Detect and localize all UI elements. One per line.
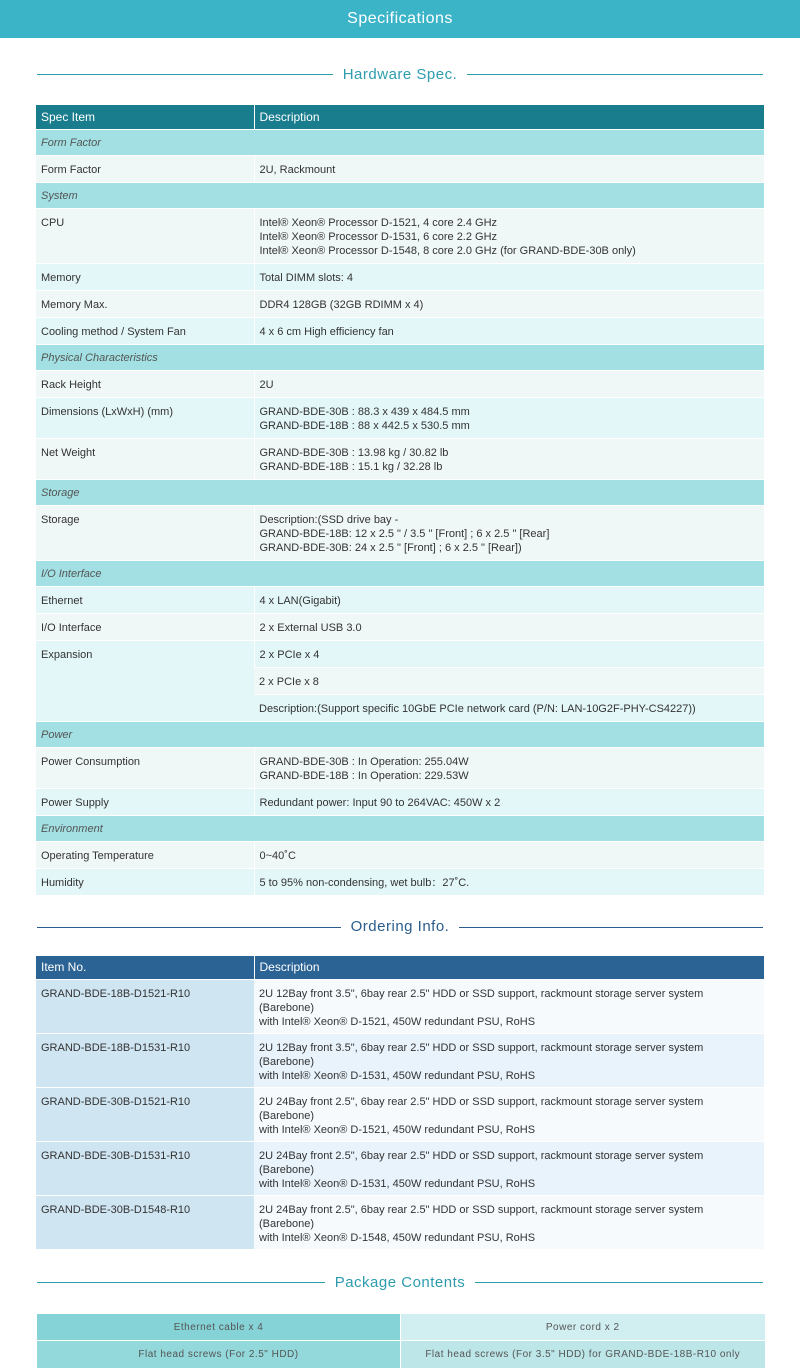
category-row-power — [36, 721, 764, 747]
description-line: 2U 12Bay front 3.5", 6bay rear 2.5" HDD or SSD support, rackmount storage server system (Barebone) — [259, 988, 704, 1014]
cpu-line: Intel® Xeon® Processor D-1548, 8 core 2.0 GHz (for GRAND-BDE-30B only) — [259, 244, 636, 257]
description-line: 2U 12Bay front 3.5", 6bay rear 2.5" HDD or SSD support, rackmount storage server system (Barebone) — [259, 1042, 704, 1068]
spec-label: Power Consumption — [36, 747, 254, 788]
category-label: Environment — [36, 815, 764, 841]
hardware-spec-title: Hardware Spec. — [333, 66, 468, 83]
table-row — [36, 1034, 764, 1088]
cpu-line: Intel® Xeon® Processor D-1521, 4 core 2.4 GHz — [259, 216, 498, 229]
spec-label: Form Factor — [36, 155, 254, 182]
description-line: with Intel® Xeon® D-1531, 450W redundant PSU, RoHS — [259, 1178, 536, 1190]
spec-label: Memory — [36, 263, 254, 290]
package-row — [37, 1341, 765, 1368]
item-number: GRAND-BDE-30B-D1531-R10 — [36, 1142, 254, 1196]
hardware-spec-heading — [37, 62, 763, 86]
package-item: Flat head screws (For 2.5" HDD) — [37, 1341, 401, 1368]
page-banner — [0, 0, 800, 38]
category-label: Form Factor — [36, 129, 764, 155]
item-description — [254, 1142, 764, 1196]
ordering-table — [36, 956, 764, 1250]
table-row — [36, 1088, 764, 1142]
spec-value: Total DIMM slots: 4 — [254, 263, 764, 290]
item-description — [254, 1196, 764, 1250]
package-contents-heading — [37, 1270, 763, 1294]
package-item: Flat head screws (For 3.5" HDD) for GRAND-BDE-18B-R10 only — [401, 1341, 765, 1368]
dimension-line: GRAND-BDE-30B : 88.3 x 439 x 484.5 mm — [259, 405, 470, 418]
category-row-environment — [36, 815, 764, 841]
spec-row-expansion — [36, 640, 764, 667]
spec-value: 0~40˚C — [254, 841, 764, 868]
spec-value: Redundant power: Input 90 to 264VAC: 450W x 2 — [254, 788, 764, 815]
category-label: System — [36, 182, 764, 208]
spec-row-memory-max — [36, 290, 764, 317]
item-number: GRAND-BDE-18B-D1521-R10 — [36, 980, 254, 1034]
spec-header-row — [36, 105, 764, 129]
spec-value: 2U, Rackmount — [254, 155, 764, 182]
item-description — [254, 1088, 764, 1142]
dimension-line: GRAND-BDE-18B : 88 x 442.5 x 530.5 mm — [259, 419, 470, 432]
table-row — [36, 1196, 764, 1250]
col-description: Description — [254, 105, 764, 129]
spec-value: Description:(Support specific 10GbE PCIe network card (P/N: LAN-10G2F-PHY-CS4227)) — [254, 694, 764, 721]
storage-line: GRAND-BDE-18B: 12 x 2.5 " / 3.5 " [Front] ; 6 x 2.5 " [Rear] — [259, 527, 550, 540]
banner-title: Specifications — [347, 10, 453, 27]
storage-line: Description:(SSD drive bay - — [259, 513, 399, 526]
spec-value: 5 to 95% non-condensing, wet bulb：27˚C. — [254, 868, 764, 895]
spec-row-net-weight — [36, 438, 764, 479]
spec-value — [254, 208, 764, 263]
col-description: Description — [254, 956, 764, 980]
table-row — [36, 1142, 764, 1196]
description-line: 2U 24Bay front 2.5", 6bay rear 2.5" HDD or SSD support, rackmount storage server system (Barebone) — [259, 1096, 704, 1122]
spec-value: 2U — [254, 370, 764, 397]
weight-line: GRAND-BDE-30B : 13.98 kg / 30.82 lb — [259, 446, 449, 459]
spec-label: Rack Height — [36, 370, 254, 397]
category-row-system — [36, 182, 764, 208]
spec-value — [254, 438, 764, 479]
spec-label: Operating Temperature — [36, 841, 254, 868]
spec-value: 4 x LAN(Gigabit) — [254, 586, 764, 613]
package-item: Ethernet cable x 4 — [37, 1314, 401, 1341]
spec-label: Net Weight — [36, 438, 254, 479]
spec-row-cooling — [36, 317, 764, 344]
spec-row-power-consumption — [36, 747, 764, 788]
spec-label: Power Supply — [36, 788, 254, 815]
category-row-storage — [36, 479, 764, 505]
spec-label: Memory Max. — [36, 290, 254, 317]
storage-line: GRAND-BDE-30B: 24 x 2.5 " [Front] ; 6 x 2.5 " [Rear]) — [259, 541, 522, 554]
spec-row-operating-temp — [36, 841, 764, 868]
package-contents-table — [36, 1313, 765, 1368]
spec-value: DDR4 128GB (32GB RDIMM x 4) — [254, 290, 764, 317]
spec-row-storage — [36, 505, 764, 560]
ordering-info-heading — [37, 915, 763, 939]
spec-row-dimensions — [36, 397, 764, 438]
cpu-line: Intel® Xeon® Processor D-1531, 6 core 2.2 GHz — [259, 230, 498, 243]
description-line: with Intel® Xeon® D-1521, 450W redundant PSU, RoHS — [259, 1124, 536, 1136]
description-line: 2U 24Bay front 2.5", 6bay rear 2.5" HDD or SSD support, rackmount storage server system (Barebone) — [259, 1204, 704, 1230]
spec-value: 2 x PCIe x 4 — [254, 640, 764, 667]
package-row — [37, 1314, 765, 1341]
spec-value — [254, 505, 764, 560]
item-number: GRAND-BDE-30B-D1548-R10 — [36, 1196, 254, 1250]
spec-label: Ethernet — [36, 586, 254, 613]
category-label: Physical Characteristics — [36, 344, 764, 370]
spec-row-form-factor — [36, 155, 764, 182]
item-description — [254, 1034, 764, 1088]
spec-value: 2 x External USB 3.0 — [254, 613, 764, 640]
category-label: I/O Interface — [36, 560, 764, 586]
spec-row-power-supply — [36, 788, 764, 815]
description-line: 2U 24Bay front 2.5", 6bay rear 2.5" HDD or SSD support, rackmount storage server system (Barebone) — [259, 1150, 704, 1176]
power-line: GRAND-BDE-18B : In Operation: 229.53W — [259, 769, 469, 782]
category-row-io — [36, 560, 764, 586]
spec-value: 2 x PCIe x 8 — [254, 667, 764, 694]
spec-label: Storage — [36, 505, 254, 560]
item-number: GRAND-BDE-18B-D1531-R10 — [36, 1034, 254, 1088]
item-description — [254, 980, 764, 1034]
category-label: Storage — [36, 479, 764, 505]
hardware-spec-table — [36, 105, 764, 895]
spec-value — [254, 397, 764, 438]
spec-value: 4 x 6 cm High efficiency fan — [254, 317, 764, 344]
category-row-form-factor — [36, 129, 764, 155]
description-line: with Intel® Xeon® D-1521, 450W redundant PSU, RoHS — [259, 1016, 536, 1028]
package-contents-title: Package Contents — [325, 1274, 476, 1291]
package-item: Power cord x 2 — [401, 1314, 765, 1341]
spec-label: Humidity — [36, 868, 254, 895]
col-item-no: Item No. — [36, 956, 254, 980]
table-row — [36, 980, 764, 1034]
spec-row-io-interface — [36, 613, 764, 640]
ordering-info-title: Ordering Info. — [341, 918, 460, 935]
col-spec-item: Spec Item — [36, 105, 254, 129]
category-row-physical — [36, 344, 764, 370]
spec-row-rack-height — [36, 370, 764, 397]
ordering-header-row — [36, 956, 764, 980]
spec-label: Cooling method / System Fan — [36, 317, 254, 344]
spec-value — [254, 747, 764, 788]
category-label: Power — [36, 721, 764, 747]
spec-row-memory — [36, 263, 764, 290]
spec-label: Dimensions (LxWxH) (mm) — [36, 397, 254, 438]
spec-label: Expansion — [36, 640, 254, 721]
spec-row-ethernet — [36, 586, 764, 613]
spec-label: CPU — [36, 208, 254, 263]
description-line: with Intel® Xeon® D-1531, 450W redundant PSU, RoHS — [259, 1070, 536, 1082]
item-number: GRAND-BDE-30B-D1521-R10 — [36, 1088, 254, 1142]
spec-row-cpu — [36, 208, 764, 263]
spec-label: I/O Interface — [36, 613, 254, 640]
weight-line: GRAND-BDE-18B : 15.1 kg / 32.28 lb — [259, 460, 443, 473]
spec-row-humidity — [36, 868, 764, 895]
power-line: GRAND-BDE-30B : In Operation: 255.04W — [259, 755, 469, 768]
description-line: with Intel® Xeon® D-1548, 450W redundant PSU, RoHS — [259, 1232, 536, 1244]
